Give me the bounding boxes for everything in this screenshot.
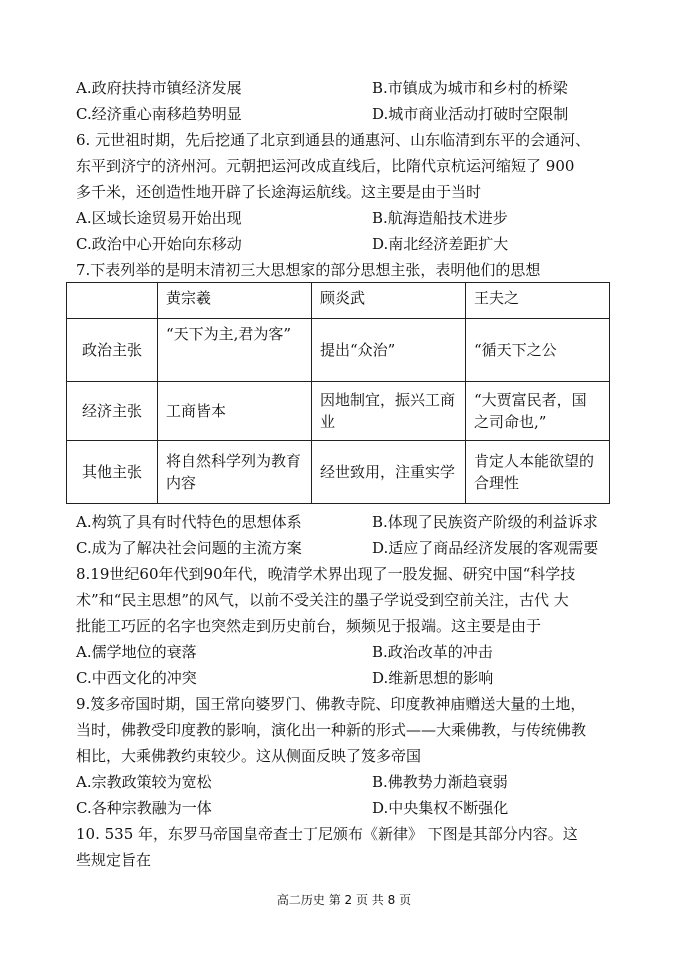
table-cell: “循天下之公	[466, 319, 610, 382]
q8-stem-line-2: 术”和“民主思想”的风气，以前不受关注的墨子学说受到空前关注，古代 大	[76, 591, 569, 609]
q9-option-c: C.各种宗教融为一体	[76, 799, 212, 817]
q5-option-b: B.市镇成为城市和乡村的桥梁	[372, 79, 568, 97]
table-header-cell: 王夫之	[466, 283, 610, 319]
table-cell: 工商皆本	[158, 382, 312, 441]
table-row	[67, 319, 610, 382]
table-header-cell: 黄宗羲	[158, 283, 312, 319]
q8-option-b: B.政治改革的冲击	[372, 643, 493, 661]
table-cell: 将自然科学列为教育内容	[158, 441, 312, 504]
q8-option-c: C.中西文化的冲突	[76, 669, 197, 687]
q7-option-a: A.构筑了具有时代特色的思想体系	[76, 513, 302, 531]
q5-option-c: C.经济重心南移趋势明显	[76, 105, 242, 123]
q7-stem: 7.下表列举的是明末清初三大思想家的部分思想主张，表明他们的思想	[76, 261, 541, 279]
q8-option-d: D.维新思想的影响	[372, 669, 494, 687]
q9-option-a: A.宗教政策较为宽松	[76, 773, 212, 791]
table-cell: 提出“众治”	[312, 319, 466, 382]
table-row	[67, 441, 610, 504]
q9-option-d: D.中央集权不断强化	[372, 799, 509, 817]
q9-stem-line-1: 9.笈多帝国时期，国王常向婆罗门、佛教寺院、印度教神庙赠送大量的土地，	[76, 695, 586, 713]
table-cell: 经世致用，注重实学	[312, 441, 466, 504]
q8-stem-line-3: 批能工巧匠的名字也突然走到历史前台，频频见于报端。这主要是由于	[76, 617, 542, 635]
q6-stem-line-2: 东平到济宁的济州河。元朝把运河改成直线后，比隋代京杭运河缩短了 900	[76, 157, 575, 175]
table-cell: “大贾富民者，国之司命也,”	[466, 382, 610, 441]
table-row-label: 政治主张	[67, 319, 158, 382]
q6-option-c: C.政治中心开始向东移动	[76, 235, 242, 253]
q9-option-b: B.佛教势力渐趋衰弱	[372, 773, 508, 791]
q8-option-a: A.儒学地位的衰落	[76, 643, 197, 661]
table-cell: “天下为主,君为客”	[158, 319, 312, 382]
table-row	[67, 382, 610, 441]
q5-option-a: A.政府扶持市镇经济发展	[76, 79, 242, 97]
q6-stem-line-3: 多千米，还创造性地开辟了长途海运航线。这主要是由于当时	[76, 183, 482, 201]
page-footer: 高二历史 第 2 页 共 8 页	[276, 893, 412, 907]
q6-option-b: B.航海造船技术进步	[372, 209, 508, 227]
table-cell: 因地制宜，振兴工商业	[312, 382, 466, 441]
table-header-row	[67, 283, 610, 319]
q7-option-c: C.成为了解决社会问题的主流方案	[76, 539, 302, 557]
table-row-label: 经济主张	[67, 382, 158, 441]
q6-option-a: A.区域长途贸易开始出现	[76, 209, 242, 227]
q10-stem-line-1: 10. 535 年，东罗马帝国皇帝查士丁尼颁布《新律》 下图是其部分内容。这	[76, 825, 578, 843]
q5-option-d: D.城市商业活动打破时空限制	[372, 105, 569, 123]
table-header-cell	[67, 283, 158, 319]
q6-option-d: D.南北经济差距扩大	[372, 235, 509, 253]
q7-option-d: D.适应了商品经济发展的客观需要	[372, 539, 599, 557]
q9-stem-line-2: 当时，佛教受印度教的影响，演化出一种新的形式——大乘佛教，与传统佛教	[76, 721, 587, 739]
q6-stem-line-1: 6. 元世祖时期，先后挖通了北京到通县的通惠河、山东临清到东平的会通河、	[76, 131, 591, 149]
table-header-cell: 顾炎武	[312, 283, 466, 319]
q9-stem-line-3: 相比，大乘佛教约束较少。这从侧面反映了笈多帝国	[76, 747, 422, 765]
table-row-label: 其他主张	[67, 441, 158, 504]
thinkers-table	[66, 282, 610, 504]
q10-stem-line-2: 些规定旨在	[76, 851, 152, 869]
q8-stem-line-1: 8.19世纪60年代到90年代，晚清学术界出现了一股发掘、研究中国“科学技	[76, 565, 576, 583]
table-cell: 肯定人本能欲望的合理性	[466, 441, 610, 504]
q7-option-b: B.体现了民族资产阶级的利益诉求	[372, 513, 598, 531]
